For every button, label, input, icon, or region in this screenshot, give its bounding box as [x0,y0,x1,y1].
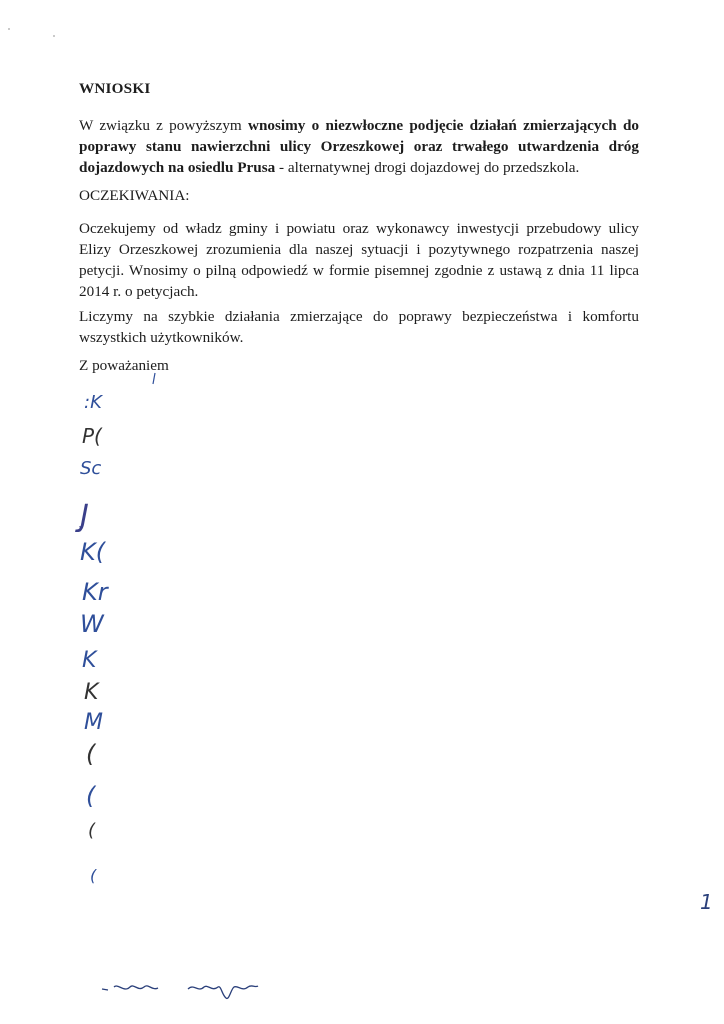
scan-speck [53,35,55,37]
conclusion-paragraph [79,115,639,178]
conclusion-request: wnosimy o niezwłoczne podjęcie działań zmierzających do poprawy stanu nawierzchni ulicy Orzeszkowej oraz trwałego utwardzenia dróg dojazdowych na osiedlu Prusa [79,117,639,176]
closing-salutation: Z poważaniem [79,357,169,374]
conclusion-rest: - alternatywnej drogi dojazdowej do przedszkola. [275,159,580,176]
expectations-paragraph: Oczekujemy od władz gminy i powiatu oraz wykonawcy inwestycji przebudowy ulicy Elizy Orzeszkowej zrozumienia dla naszej sytuacji i pozytywnego rozpatrzenia naszej petycji. Wnosimy o pilną odpowiedź w formie pisemnej zgodnie z ustawą z dnia 11 lipca 2014 r. o petycjach. [79,220,639,300]
closing-paragraph: Liczymy na szybkie działania zmierzające do poprawy bezpieczeństwa i komfortu wszystkich użytkowników. [79,308,639,346]
illegible-handwriting [100,965,270,1005]
signature-fragment: ( [90,866,97,885]
expectations-heading: OCZEKIWANIA: [79,187,190,204]
section-heading: WNIOSKI [79,80,151,97]
signature-fragment: K [84,680,99,705]
signature-fragment: ( [88,820,96,841]
signature-fragment: K [82,648,97,673]
signature-fragment: :K [84,392,102,413]
handwritten-page-number: 1 [700,890,713,914]
conclusion-intro: W związku z powyższym [79,117,248,134]
signature-fragment: K( [80,538,106,566]
pen-tick-mark [150,372,158,386]
scan-speck [8,28,10,30]
signature-fragment: ( [86,782,96,810]
signature-fragment: ( [86,740,96,768]
signature-fragment: P( [82,424,102,448]
signature-fragment: Sc [80,458,102,479]
signature-fragment: J̧ [80,499,89,534]
signature-fragment: M [84,710,103,735]
signature-fragment: Kr [82,578,108,606]
signature-fragment: W [80,610,104,638]
